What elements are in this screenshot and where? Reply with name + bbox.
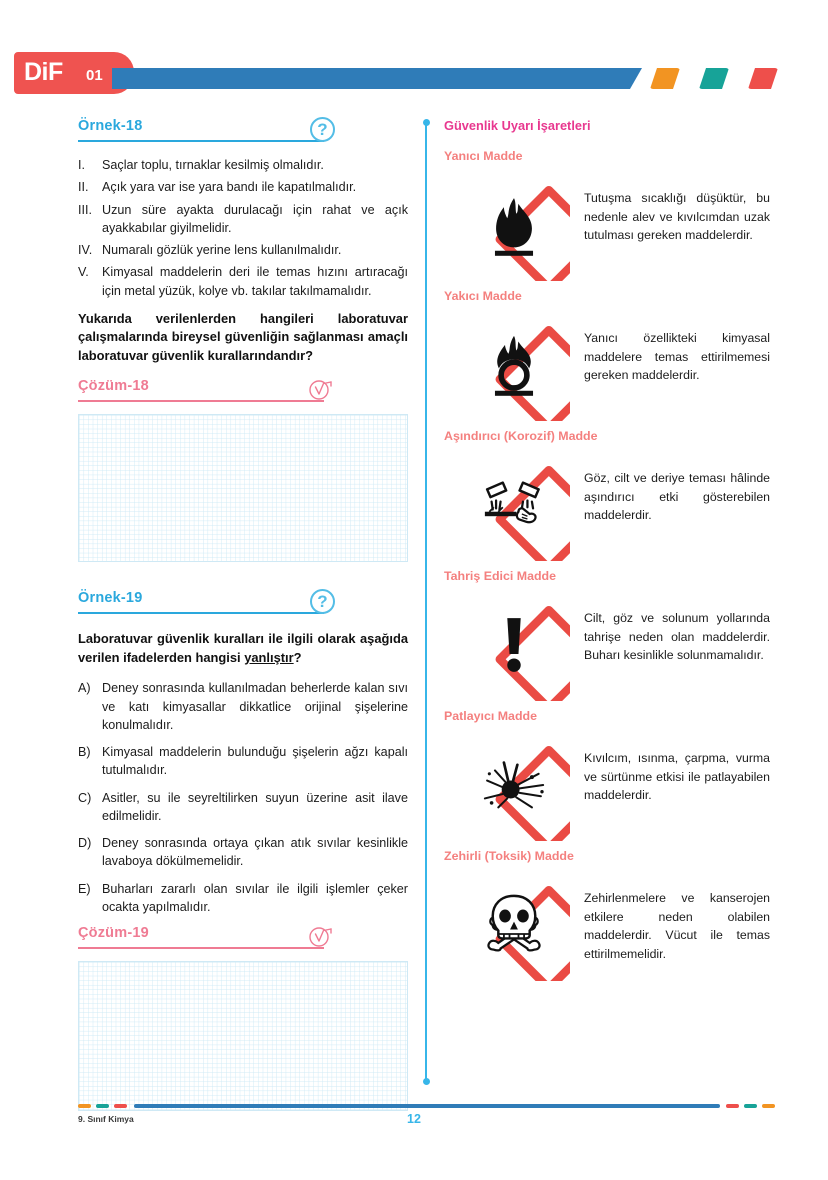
hazard-name: Zehirli (Toksik) Madde <box>444 849 574 863</box>
irritant-exclamation-pictogram <box>444 587 584 703</box>
example-19-question-part1: Laboratuvar güvenlik kuralları ile ilgili olarak aşağıda verilen ifadelerden hangisi <box>78 630 408 665</box>
option-marker: C) <box>78 790 92 805</box>
list-item <box>78 178 408 196</box>
example-18-label: Örnek-18 <box>78 118 143 134</box>
list-item <box>78 789 408 826</box>
header-bar <box>112 68 642 89</box>
example-19-header <box>78 590 408 620</box>
header-accent-red <box>748 68 778 89</box>
corrosive-pictogram <box>444 447 584 563</box>
hazard-description: Zehirlenmelere ve kanserojen etkilere neden olabilen maddelerdir. Vücut ile temas ettirilmemelidir. <box>584 891 770 962</box>
solution-19-label: Çözüm-19 <box>78 925 149 942</box>
hazard-name: Aşındırıcı (Korozif) Madde <box>444 429 598 443</box>
option-text: Deney sonrasında ortaya çıkan atık sıvılar kesinlikle lavaboya dökülmemelidir. <box>102 836 408 869</box>
check-circle-icon <box>308 376 334 402</box>
example-19-question-emphasis: yanlıştır <box>244 649 294 665</box>
list-item <box>78 156 408 174</box>
list-item-marker: I. <box>78 158 85 172</box>
solution-19-rule <box>78 947 324 949</box>
list-item <box>78 679 408 734</box>
hazard-description: Kıvılcım, ısınma, çarpma, vurma ve sürtünme etkisi ile patlayabilen maddelerdir. <box>584 751 770 803</box>
example-18-list <box>78 156 408 300</box>
hazard-name: Yakıcı Madde <box>444 289 522 303</box>
list-item <box>78 263 408 300</box>
list-item <box>78 241 408 259</box>
option-marker: E) <box>78 881 91 896</box>
header-accent-orange <box>650 68 680 89</box>
solution-18-rule <box>78 400 324 402</box>
solution-19-answer-grid[interactable] <box>78 961 408 1111</box>
option-marker: D) <box>78 836 92 851</box>
list-item-marker: IV. <box>78 243 93 257</box>
page-header <box>0 52 828 96</box>
footer-dash-red-left <box>114 1104 127 1108</box>
footer-book-label: 9. Sınıf Kimya <box>78 1114 134 1124</box>
hazard-block-explosive <box>444 709 774 843</box>
footer-dash-teal-left <box>96 1104 109 1108</box>
explosive-pictogram <box>444 727 584 843</box>
list-item-text: Kimyasal maddelerin deri ile temas hızını artıracağı için metal yüzük, kolye vb. takılar takılmamalıdır. <box>102 265 408 298</box>
safety-signs-title: Güvenlik Uyarı İşaretleri <box>444 118 591 133</box>
list-item-marker: III. <box>78 202 92 217</box>
list-item <box>78 201 408 238</box>
option-text: Asitler, su ile seyreltilirken suyun üzerine asit ilave edilmelidir. <box>102 790 408 823</box>
hazard-block-irritant <box>444 569 774 703</box>
list-item-marker: V. <box>78 265 89 280</box>
hazard-description: Tutuşma sıcaklığı düşüktür, bu nedenle alev ve kıvılcımdan uzak tutulması gereken maddelerdir. <box>584 191 770 243</box>
hazard-description: Cilt, göz ve solunum yollarında tahrişe neden olan maddelerdir. Buharı kesinlikle solunmamalıdır. <box>584 611 770 663</box>
logo-text: DiF <box>24 58 63 86</box>
option-text: Kimyasal maddelerin bulunduğu şişelerin ağzı kapalı tutulmalıdır. <box>102 745 408 778</box>
list-item <box>78 880 408 917</box>
example-19-label: Örnek-19 <box>78 589 143 606</box>
hazard-name: Patlayıcı Madde <box>444 709 537 723</box>
solution-18-header <box>78 378 408 408</box>
footer-dash-orange-right <box>762 1104 775 1108</box>
list-item-text: Numaralı gözlük yerine lens kullanılmalıdır. <box>102 243 342 257</box>
solution-18-answer-grid[interactable] <box>78 414 408 562</box>
list-item <box>78 743 408 780</box>
hazard-description: Yanıcı özellikteki kimyasal maddelere temas ettirilmemesi gereken maddelerdir. <box>584 331 770 383</box>
oxidizing-pictogram <box>444 307 584 423</box>
hazard-block-flammable <box>444 149 774 283</box>
hazard-name: Tahriş Edici Madde <box>444 569 556 583</box>
solution-18-label: Çözüm-18 <box>78 377 149 394</box>
option-text: Buharları zararlı olan sıvılar ile ilgili işlemler çeker ocakta yapılmalıdır. <box>102 881 408 914</box>
example-18-header <box>78 118 408 148</box>
check-circle-icon <box>308 923 334 949</box>
left-column <box>78 118 408 1111</box>
option-marker: A) <box>78 681 91 696</box>
hazard-block-oxidizing <box>444 289 774 423</box>
solution-19-header <box>78 925 408 955</box>
example-18-rule <box>78 140 324 142</box>
footer-dash-orange-left <box>78 1104 91 1108</box>
example-19-question-part2: ? <box>293 649 302 665</box>
right-column <box>444 118 774 989</box>
flammable-pictogram <box>444 167 584 283</box>
hazard-description: Göz, cilt ve deriye teması hâlinde aşındırıcı etki gösterebilen maddelerdir. <box>584 471 770 523</box>
hazard-name: Yanıcı Madde <box>444 149 523 163</box>
hazard-block-corrosive <box>444 429 774 563</box>
header-accent-teal <box>699 68 729 89</box>
question-mark-icon: ? <box>310 589 335 614</box>
list-item-text: Açık yara var ise yara bandı ile kapatılmalıdır. <box>102 180 357 195</box>
toxic-skull-pictogram <box>444 867 584 983</box>
example-19-options <box>78 679 408 916</box>
footer-rule <box>134 1104 720 1108</box>
list-item <box>78 834 408 871</box>
hazard-block-toxic <box>444 849 774 983</box>
page-number: 12 <box>407 1112 421 1126</box>
list-item-marker: II. <box>78 180 89 195</box>
footer-dash-red-right <box>726 1104 739 1108</box>
option-text: Deney sonrasında kullanılmadan beherlerde kalan sıvı ve katı kimyasallar dikkatlice orijinal şişelerine konulmalıdır. <box>102 681 408 732</box>
column-divider <box>425 122 427 1082</box>
list-item-text: Uzun süre ayakta durulacağı için rahat ve açık ayakkabılar giyilmelidir. <box>102 202 408 235</box>
footer-dash-teal-right <box>744 1104 757 1108</box>
logo-unit-number: 01 <box>86 67 103 84</box>
question-mark-icon: ? <box>310 117 335 142</box>
example-18-question: Yukarıda verilenlerden hangileri laboratuvar çalışmalarında bireysel güvenliğin sağlanması amaçlı laboratuvar güvenlik kurallarındandır? <box>78 310 408 364</box>
option-marker: B) <box>78 745 91 760</box>
example-19-rule <box>78 612 324 614</box>
list-item-text: Saçlar toplu, tırnaklar kesilmiş olmalıdır. <box>102 158 324 172</box>
example-19-question <box>78 630 408 667</box>
